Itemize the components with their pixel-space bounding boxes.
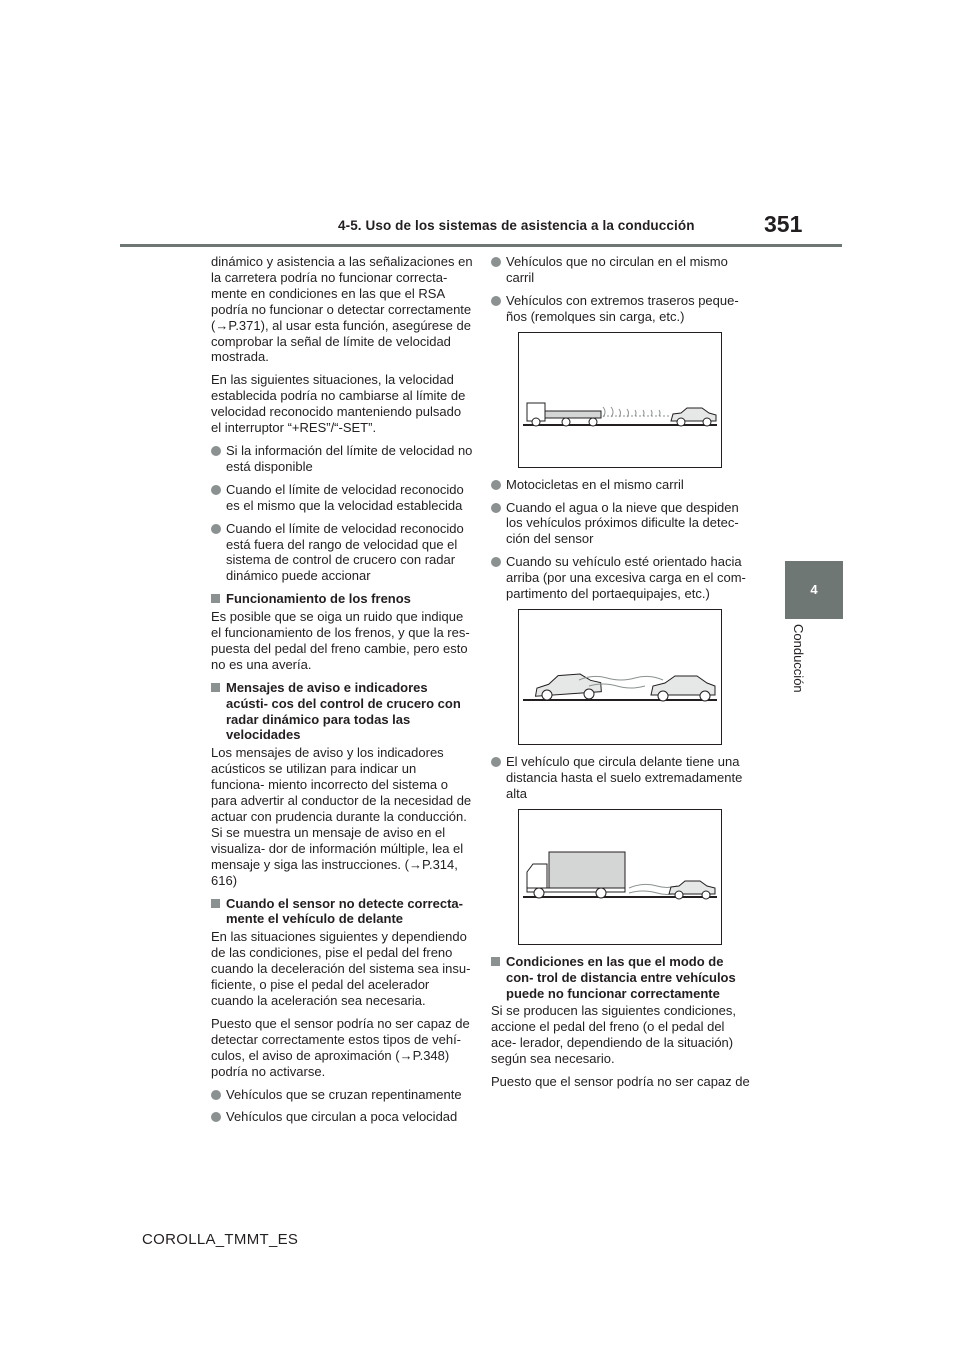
section-heading: Mensajes de aviso e indicadores acústi- cos del control de crucero con radar dinámico para todas las velocidades — [211, 680, 473, 744]
bullet-item: Cuando el límite de velocidad reconocido es el mismo que la velocidad establecida — [211, 482, 473, 514]
bullet-icon — [491, 257, 501, 267]
bullet-icon — [211, 485, 221, 495]
square-bullet-icon — [491, 957, 500, 966]
bullet-icon — [211, 1090, 221, 1100]
chapter-number: 4 — [810, 582, 818, 597]
bullet-icon — [211, 446, 221, 456]
bullet-item: Motocicletas en el mismo carril — [491, 477, 753, 493]
bullet-icon — [491, 557, 501, 567]
bullet-item: Cuando su vehículo esté orientado hacia arriba (por una excesiva carga en el com- partimento del portaequipajes, etc.) — [491, 554, 753, 602]
high-truck-illustration — [518, 809, 722, 945]
bullet-icon — [211, 524, 221, 534]
paragraph: En las siguientes situaciones, la velocidad establecida podría no cambiarse al límite de velocidad reconocido manteniendo pulsado el interruptor “+RES”/“-SET”. — [211, 372, 466, 436]
left-column — [211, 254, 473, 1132]
square-bullet-icon — [211, 594, 220, 603]
right-column — [491, 254, 753, 1097]
paragraph: Los mensajes de aviso y los indicadores acústicos se utilizan para indicar un funciona- miento incorrecto del sistema o para advertir al conductor de la necesidad de actuar con prudencia durante la conducción. Si se muestra un mensaje de aviso en el visualiza- dor de información múltiple, lea el mensaje y siga las instrucciones. (→P.314, 616) — [211, 745, 472, 888]
bullet-item: El vehículo que circula delante tiene una distancia hasta el suelo extremadamente alta — [491, 754, 753, 802]
paragraph: Si se producen las siguientes condiciones, accione el pedal del freno (o el pedal del ace- lerador, dependiendo de la situación) según sea necesario. — [491, 1003, 736, 1067]
bullet-icon — [491, 296, 501, 306]
bullet-item: Si la información del límite de velocidad no está disponible — [211, 443, 473, 475]
square-bullet-icon — [211, 899, 220, 908]
document-code: COROLLA_TMMT_ES — [142, 1231, 299, 1248]
bullet-item: Cuando el límite de velocidad reconocido está fuera del rango de velocidad que el sistema de control de crucero con radar dinámico puede accionar — [211, 521, 473, 585]
paragraph: Puesto que el sensor podría no ser capaz de detectar correctamente estos tipos de vehí- culos, el aviso de aproximación (→P.348) podría no activarse. — [211, 1015, 470, 1079]
bullet-item: Vehículos con extremos traseros peque- ños (remolques sin carga, etc.) — [491, 293, 753, 325]
bullet-icon — [211, 1112, 221, 1122]
paragraph: Es posible que se oiga un ruido que indique el funcionamiento de los frenos, y que la res- puesta del pedal del freno cambie, pero esto no es una avería. — [211, 609, 470, 672]
section-heading: Cuando el sensor no detecte correcta- mente el vehículo de delante — [211, 896, 473, 928]
bullet-item: Cuando el agua o la nieve que despiden los vehículos próximos dificulte la detec- ción del sensor — [491, 500, 753, 548]
empty-trailer-illustration — [518, 332, 722, 468]
section-heading: Funcionamiento de los frenos — [211, 591, 473, 607]
header-divider — [120, 244, 842, 247]
paragraph: Puesto que el sensor podría no ser capaz de — [491, 1074, 750, 1090]
square-bullet-icon — [211, 683, 220, 692]
section-title: 4-5. Uso de los sistemas de asistencia a la conducción — [338, 218, 695, 233]
bullet-item: Vehículos que circulan a poca velocidad — [211, 1109, 473, 1125]
bullet-item: Vehículos que no circulan en el mismo carril — [491, 254, 753, 286]
page-number: 351 — [764, 211, 803, 237]
bullet-icon — [491, 757, 501, 767]
raised-vehicle-illustration — [518, 609, 722, 745]
paragraph: dinámico y asistencia a las señalizaciones en la carretera podría no funcionar correcta- mente en condiciones en las que el RSA podría no funcionar o detectar correctamente (→P.371), al usar esta función, asegúrese de comprobar la señal de límite de velocidad mostrada. — [211, 254, 473, 365]
paragraph: En las situaciones siguientes y dependiendo de las condiciones, pise el pedal del freno cuando la deceleración del sistema sea insu- ficiente, o pise el pedal del acelerador cuando la aceleración sea necesaria. — [211, 929, 471, 1008]
chapter-label: Conducción — [791, 624, 806, 693]
section-heading: Condiciones en las que el modo de con- trol de distancia entre vehículos puede no funcionar correctamente — [491, 954, 753, 1002]
bullet-icon — [491, 480, 501, 490]
chapter-tab[interactable] — [785, 561, 843, 619]
bullet-item: Vehículos que se cruzan repentinamente — [211, 1087, 473, 1103]
bullet-icon — [491, 503, 501, 513]
